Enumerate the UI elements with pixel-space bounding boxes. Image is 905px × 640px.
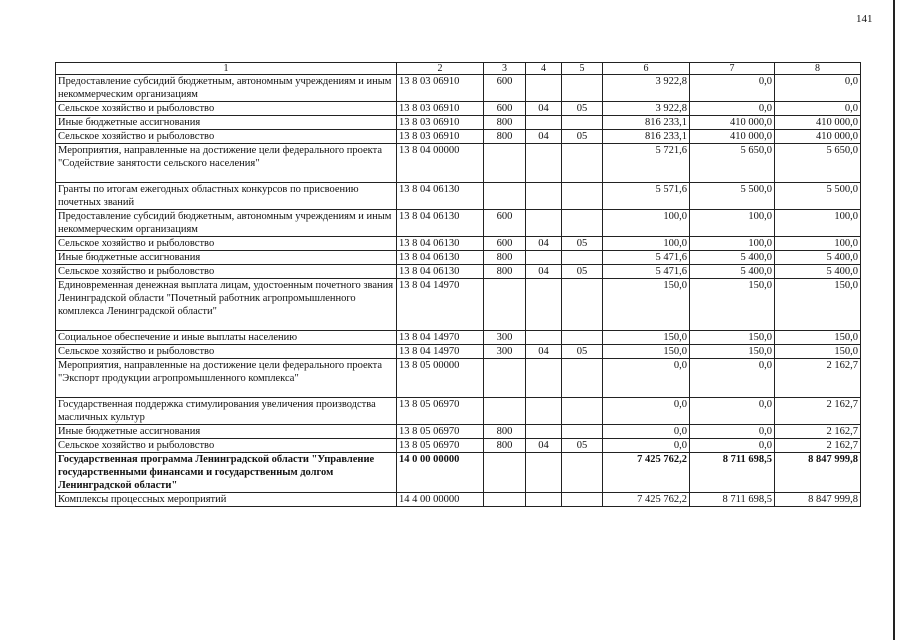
table-row [56, 398, 861, 425]
expense-type: 800 [484, 439, 526, 453]
subsection [562, 75, 603, 102]
row-name: Мероприятия, направленные на достижение цели федерального проекта "Экспорт продукции агропромышленного комплекса" [56, 359, 397, 398]
table-body [56, 75, 861, 507]
amount-col8: 2 162,7 [775, 359, 861, 398]
table-row [56, 237, 861, 251]
amount-col6: 816 233,1 [603, 116, 690, 130]
section [526, 453, 562, 493]
amount-col8: 0,0 [775, 102, 861, 116]
expense-type: 800 [484, 251, 526, 265]
target-code: 13 8 05 06970 [397, 425, 484, 439]
amount-col7: 0,0 [690, 359, 775, 398]
target-code: 13 8 05 06970 [397, 439, 484, 453]
row-name: Сельское хозяйство и рыболовство [56, 265, 397, 279]
section [526, 183, 562, 210]
subsection [562, 251, 603, 265]
amount-col6: 150,0 [603, 345, 690, 359]
amount-col7: 5 500,0 [690, 183, 775, 210]
row-name: Государственная программа Ленинградской области "Управление государственными финансами и государственным долгом Ленинградской области" [56, 453, 397, 493]
amount-col6: 100,0 [603, 237, 690, 251]
row-name: Комплексы процессных мероприятий [56, 493, 397, 507]
amount-col8: 8 847 999,8 [775, 453, 861, 493]
section [526, 425, 562, 439]
amount-col7: 8 711 698,5 [690, 453, 775, 493]
target-code: 13 8 04 00000 [397, 144, 484, 183]
amount-col6: 100,0 [603, 210, 690, 237]
column-header-3: 3 [484, 63, 526, 75]
expense-type [484, 144, 526, 183]
amount-col8: 100,0 [775, 237, 861, 251]
expense-type [484, 493, 526, 507]
subsection [562, 116, 603, 130]
target-code: 13 8 04 14970 [397, 279, 484, 331]
amount-col6: 5 721,6 [603, 144, 690, 183]
amount-col8: 5 500,0 [775, 183, 861, 210]
amount-col6: 0,0 [603, 359, 690, 398]
amount-col7: 0,0 [690, 75, 775, 102]
amount-col7: 410 000,0 [690, 116, 775, 130]
subsection: 05 [562, 439, 603, 453]
amount-col6: 7 425 762,2 [603, 453, 690, 493]
row-name: Иные бюджетные ассигнования [56, 251, 397, 265]
table-row [56, 102, 861, 116]
amount-col6: 0,0 [603, 439, 690, 453]
expense-type: 800 [484, 130, 526, 144]
target-code: 14 0 00 00000 [397, 453, 484, 493]
row-name: Предоставление субсидий бюджетным, автономным учреждениям и иным некоммерческим организациям [56, 210, 397, 237]
page-edge-rule [893, 0, 895, 640]
section [526, 116, 562, 130]
expense-type: 800 [484, 265, 526, 279]
amount-col8: 5 400,0 [775, 265, 861, 279]
amount-col8: 5 650,0 [775, 144, 861, 183]
subsection: 05 [562, 130, 603, 144]
expense-type: 600 [484, 210, 526, 237]
table-row [56, 453, 861, 493]
subsection [562, 453, 603, 493]
row-name: Мероприятия, направленные на достижение цели федерального проекта "Содействие занятости сельского населения" [56, 144, 397, 183]
table-row [56, 265, 861, 279]
target-code: 13 8 03 06910 [397, 102, 484, 116]
amount-col7: 150,0 [690, 279, 775, 331]
target-code: 13 8 04 14970 [397, 345, 484, 359]
subsection [562, 331, 603, 345]
section: 04 [526, 345, 562, 359]
section [526, 210, 562, 237]
row-name: Гранты по итогам ежегодных областных конкурсов по присвоению почетных званий [56, 183, 397, 210]
header-row [56, 63, 861, 75]
section: 04 [526, 102, 562, 116]
amount-col7: 0,0 [690, 102, 775, 116]
section [526, 398, 562, 425]
row-name: Единовременная денежная выплата лицам, удостоенным почетного звания Ленинградской области "Почетный работник агропромышленного комплекса Ленинградской области" [56, 279, 397, 331]
expense-type [484, 359, 526, 398]
table-row [56, 331, 861, 345]
expense-type: 800 [484, 425, 526, 439]
amount-col8: 2 162,7 [775, 398, 861, 425]
subsection [562, 359, 603, 398]
table-row [56, 359, 861, 398]
target-code: 13 8 03 06910 [397, 130, 484, 144]
section [526, 251, 562, 265]
amount-col8: 150,0 [775, 279, 861, 331]
row-name: Сельское хозяйство и рыболовство [56, 237, 397, 251]
amount-col7: 150,0 [690, 345, 775, 359]
section: 04 [526, 237, 562, 251]
section [526, 279, 562, 331]
amount-col7: 0,0 [690, 425, 775, 439]
amount-col8: 150,0 [775, 345, 861, 359]
expense-type [484, 279, 526, 331]
section [526, 75, 562, 102]
target-code: 13 8 04 06130 [397, 210, 484, 237]
amount-col6: 3 922,8 [603, 102, 690, 116]
subsection [562, 425, 603, 439]
column-header-7: 7 [690, 63, 775, 75]
section [526, 493, 562, 507]
row-name: Сельское хозяйство и рыболовство [56, 102, 397, 116]
amount-col7: 5 650,0 [690, 144, 775, 183]
expense-type: 600 [484, 102, 526, 116]
row-name: Государственная поддержка стимулирования увеличения производства масличных культур [56, 398, 397, 425]
target-code: 13 8 04 06130 [397, 237, 484, 251]
column-header-5: 5 [562, 63, 603, 75]
amount-col6: 816 233,1 [603, 130, 690, 144]
subsection: 05 [562, 237, 603, 251]
section [526, 331, 562, 345]
amount-col7: 100,0 [690, 237, 775, 251]
amount-col7: 0,0 [690, 439, 775, 453]
subsection [562, 493, 603, 507]
row-name: Иные бюджетные ассигнования [56, 425, 397, 439]
amount-col6: 0,0 [603, 398, 690, 425]
target-code: 13 8 03 06910 [397, 75, 484, 102]
amount-col8: 5 400,0 [775, 251, 861, 265]
table-row [56, 183, 861, 210]
amount-col7: 0,0 [690, 398, 775, 425]
amount-col7: 5 400,0 [690, 265, 775, 279]
amount-col7: 5 400,0 [690, 251, 775, 265]
amount-col8: 2 162,7 [775, 439, 861, 453]
subsection: 05 [562, 265, 603, 279]
row-name: Сельское хозяйство и рыболовство [56, 439, 397, 453]
section: 04 [526, 439, 562, 453]
column-header-2: 2 [397, 63, 484, 75]
amount-col8: 410 000,0 [775, 116, 861, 130]
section [526, 359, 562, 398]
table-row [56, 130, 861, 144]
page-number: 141 [856, 13, 873, 25]
section [526, 144, 562, 183]
amount-col8: 410 000,0 [775, 130, 861, 144]
amount-col7: 150,0 [690, 331, 775, 345]
amount-col6: 150,0 [603, 279, 690, 331]
row-name: Социальное обеспечение и иные выплаты населению [56, 331, 397, 345]
amount-col8: 0,0 [775, 75, 861, 102]
amount-col6: 5 471,6 [603, 251, 690, 265]
expense-type [484, 453, 526, 493]
target-code: 13 8 04 14970 [397, 331, 484, 345]
table-row [56, 279, 861, 331]
subsection [562, 398, 603, 425]
column-header-1: 1 [56, 63, 397, 75]
column-header-8: 8 [775, 63, 861, 75]
target-code: 13 8 03 06910 [397, 116, 484, 130]
target-code: 13 8 04 06130 [397, 251, 484, 265]
amount-col6: 5 471,6 [603, 265, 690, 279]
target-code: 13 8 05 06970 [397, 398, 484, 425]
section: 04 [526, 265, 562, 279]
amount-col8: 150,0 [775, 331, 861, 345]
target-code: 13 8 04 06130 [397, 265, 484, 279]
expense-type: 600 [484, 75, 526, 102]
table-row [56, 345, 861, 359]
target-code: 13 8 04 06130 [397, 183, 484, 210]
expense-type: 600 [484, 237, 526, 251]
amount-col6: 3 922,8 [603, 75, 690, 102]
subsection [562, 183, 603, 210]
table-row [56, 210, 861, 237]
table-row [56, 251, 861, 265]
expense-type [484, 183, 526, 210]
expense-type [484, 398, 526, 425]
target-code: 14 4 00 00000 [397, 493, 484, 507]
table-row [56, 425, 861, 439]
section: 04 [526, 130, 562, 144]
amount-col6: 7 425 762,2 [603, 493, 690, 507]
subsection: 05 [562, 345, 603, 359]
table-row [56, 493, 861, 507]
amount-col6: 0,0 [603, 425, 690, 439]
expense-type: 300 [484, 345, 526, 359]
table-row [56, 75, 861, 102]
table-row [56, 116, 861, 130]
row-name: Сельское хозяйство и рыболовство [56, 345, 397, 359]
amount-col6: 150,0 [603, 331, 690, 345]
subsection: 05 [562, 102, 603, 116]
target-code: 13 8 05 00000 [397, 359, 484, 398]
row-name: Предоставление субсидий бюджетным, автономным учреждениям и иным некоммерческим организациям [56, 75, 397, 102]
budget-table [55, 62, 861, 507]
expense-type: 300 [484, 331, 526, 345]
row-name: Сельское хозяйство и рыболовство [56, 130, 397, 144]
amount-col8: 8 847 999,8 [775, 493, 861, 507]
amount-col6: 5 571,6 [603, 183, 690, 210]
subsection [562, 144, 603, 183]
subsection [562, 210, 603, 237]
amount-col8: 2 162,7 [775, 425, 861, 439]
amount-col8: 100,0 [775, 210, 861, 237]
amount-col7: 100,0 [690, 210, 775, 237]
table-row [56, 439, 861, 453]
expense-type: 800 [484, 116, 526, 130]
column-header-4: 4 [526, 63, 562, 75]
amount-col7: 410 000,0 [690, 130, 775, 144]
amount-col7: 8 711 698,5 [690, 493, 775, 507]
column-header-6: 6 [603, 63, 690, 75]
subsection [562, 279, 603, 331]
row-name: Иные бюджетные ассигнования [56, 116, 397, 130]
table-row [56, 144, 861, 183]
